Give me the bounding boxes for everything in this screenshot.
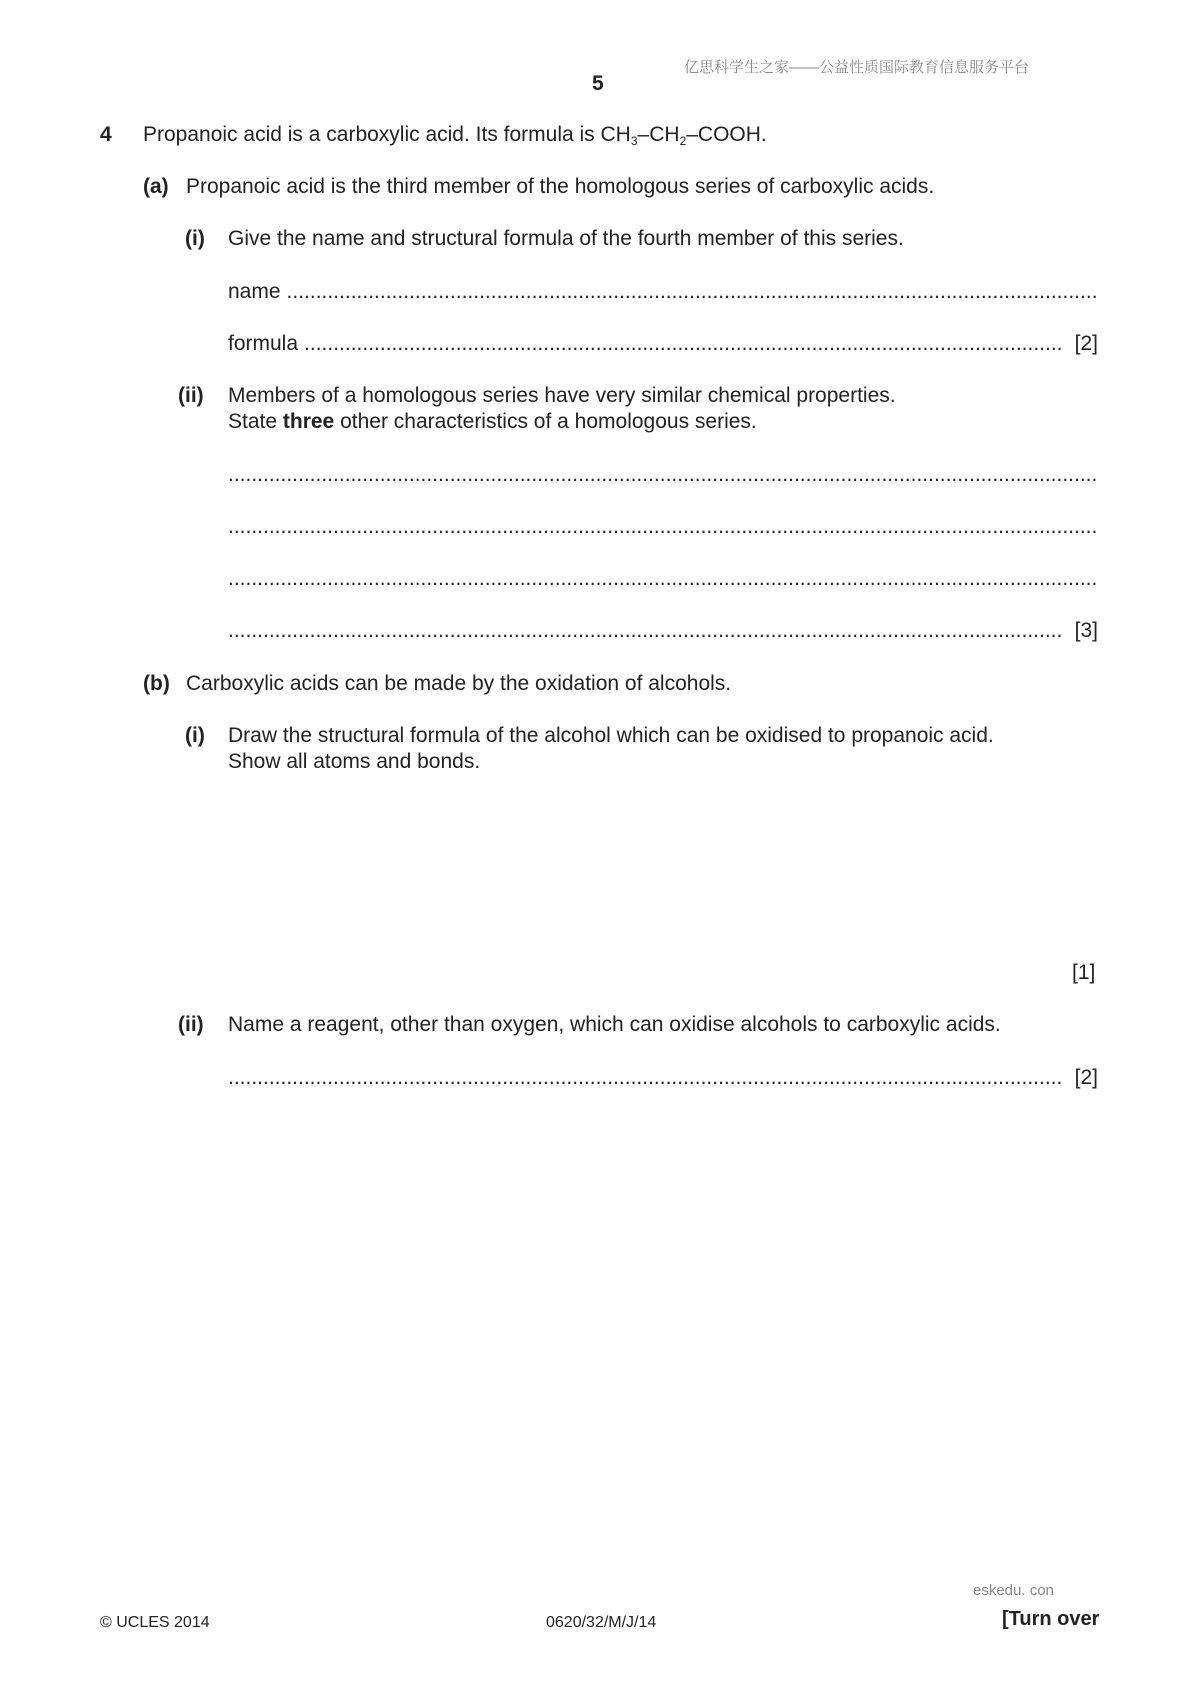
line2-post: other characteristics of a homologous series.	[334, 410, 757, 433]
formula-label: formula	[228, 332, 299, 355]
dotted-line	[287, 279, 1098, 305]
subscript-3: 3	[630, 134, 638, 148]
part-a-ii-line2	[228, 409, 757, 435]
dotted-line	[228, 618, 1061, 644]
drawing-area[interactable]	[228, 785, 1058, 950]
paper-code: 0620/32/M/J/14	[546, 1614, 657, 1631]
line2-pre: State	[228, 410, 283, 433]
part-a-label: (a)	[143, 175, 169, 198]
part-b-text: Carboxylic acids can be made by the oxidation of alcohols.	[186, 672, 732, 695]
answer-line-formula[interactable]	[228, 331, 1098, 357]
part-a-text: Propanoic acid is the third member of the homologous series of carboxylic acids.	[186, 175, 935, 198]
intro-mid: –CH	[637, 123, 680, 146]
part-b-i-line2: Show all atoms and bonds.	[228, 750, 481, 773]
turn-over: [Turn over	[1002, 1608, 1100, 1630]
dotted-line	[228, 514, 1098, 540]
answer-line-name[interactable]	[228, 279, 1098, 305]
part-b-i-label: (i)	[185, 724, 205, 747]
answer-line-a-ii-4[interactable]	[228, 618, 1098, 644]
part-b-ii-text: Name a reagent, other than oxygen, which can oxidise alcohols to carboxylic acids.	[228, 1013, 1001, 1036]
question-intro	[143, 122, 767, 148]
part-b-i-line1: Draw the structural formula of the alcohol which can be oxidised to propanoic acid.	[228, 724, 994, 747]
marks-a-ii: [3]	[1074, 619, 1098, 642]
part-b-ii-label: (ii)	[178, 1013, 204, 1036]
intro-end: –COOH.	[686, 123, 767, 146]
marks-b-i: [1]	[1072, 961, 1096, 984]
site-watermark: eskedu. con	[973, 1582, 1054, 1599]
answer-line-a-ii-2[interactable]	[228, 514, 1098, 540]
watermark-text: 亿思科学生之家——公益性质国际教育信息服务平台	[684, 59, 1030, 76]
question-number: 4	[100, 123, 112, 146]
dotted-line	[228, 1065, 1061, 1091]
marks-a-i: [2]	[1074, 332, 1098, 355]
marks-b-ii: [2]	[1074, 1066, 1098, 1089]
dotted-line	[304, 331, 1061, 357]
dotted-line	[228, 462, 1098, 488]
name-label: name	[228, 280, 281, 303]
answer-line-a-ii-3[interactable]	[228, 566, 1098, 592]
intro-text: Propanoic acid is a carboxylic acid. Its formula is CH	[143, 123, 631, 146]
answer-line-b-ii[interactable]	[228, 1065, 1098, 1091]
subscript-2: 2	[679, 134, 687, 148]
part-a-i-text: Give the name and structural formula of the fourth member of this series.	[228, 227, 904, 250]
part-a-ii-line1: Members of a homologous series have very similar chemical properties.	[228, 384, 896, 407]
page-number: 5	[592, 72, 604, 95]
copyright: © UCLES 2014	[100, 1614, 210, 1631]
part-a-ii-label: (ii)	[178, 384, 204, 407]
answer-line-a-ii-1[interactable]	[228, 462, 1098, 488]
emphasis-three: three	[282, 410, 335, 433]
part-b-label: (b)	[143, 672, 170, 695]
dotted-line	[228, 566, 1098, 592]
part-a-i-label: (i)	[185, 227, 205, 250]
